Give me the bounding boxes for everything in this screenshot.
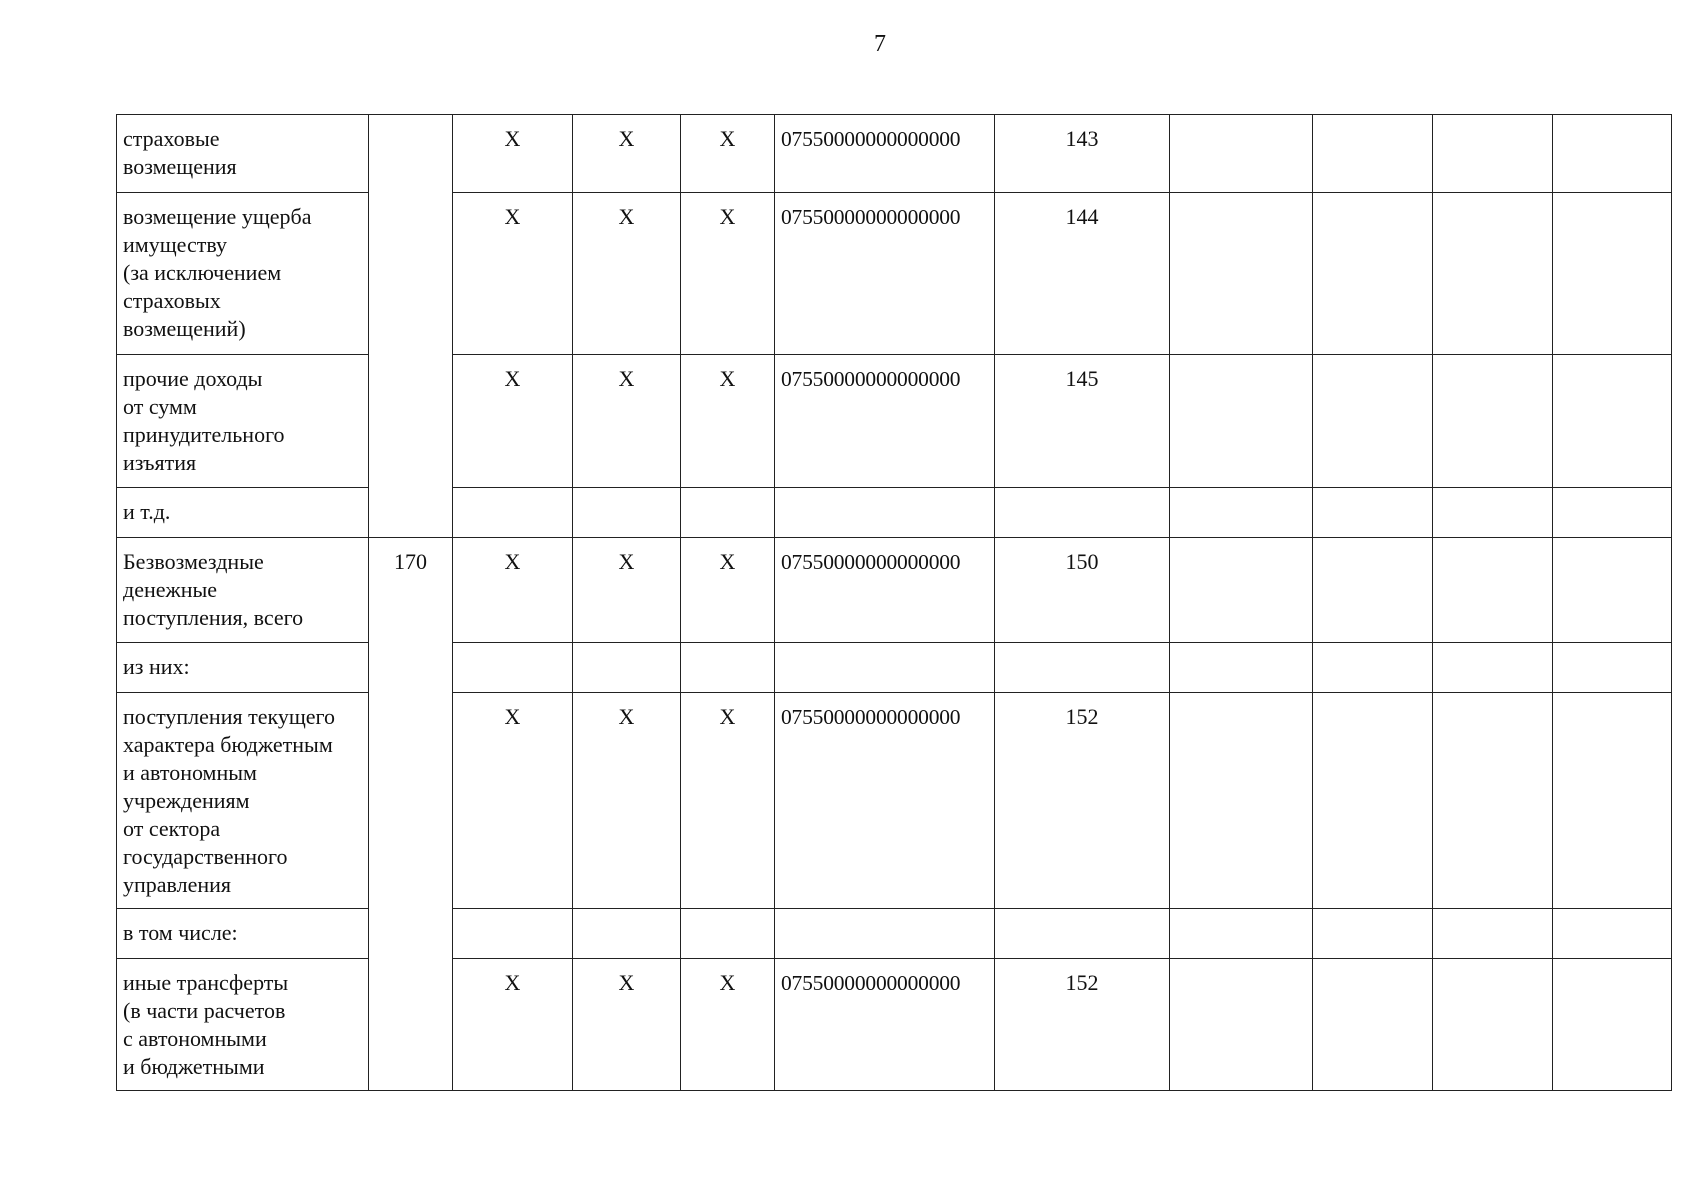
x-cell: X bbox=[573, 538, 681, 643]
table-row bbox=[117, 959, 1672, 1091]
empty-cell bbox=[1313, 909, 1433, 959]
empty-cell bbox=[1313, 959, 1433, 1091]
empty-cell bbox=[1313, 693, 1433, 909]
kbk-cell: 07550000000000000 bbox=[775, 355, 995, 488]
empty-cell bbox=[1313, 538, 1433, 643]
x-cell: X bbox=[453, 355, 573, 488]
row-name-cell: из них: bbox=[117, 643, 369, 693]
x-cell: X bbox=[681, 959, 775, 1091]
kosgu-cell: 143 bbox=[995, 115, 1170, 193]
x-cell: X bbox=[453, 115, 573, 193]
row-name-cell: страховые возмещения bbox=[117, 115, 369, 193]
empty-cell bbox=[1553, 538, 1672, 643]
empty-cell bbox=[1313, 355, 1433, 488]
table-row bbox=[117, 693, 1672, 909]
x-cell bbox=[573, 909, 681, 959]
row-name-cell: и т.д. bbox=[117, 488, 369, 538]
x-cell: X bbox=[453, 693, 573, 909]
x-cell: X bbox=[573, 959, 681, 1091]
x-cell: X bbox=[453, 538, 573, 643]
table-row bbox=[117, 643, 1672, 693]
empty-cell bbox=[1170, 693, 1313, 909]
kosgu-cell: 150 bbox=[995, 538, 1170, 643]
x-cell: X bbox=[681, 538, 775, 643]
x-cell: X bbox=[573, 693, 681, 909]
empty-cell bbox=[1170, 643, 1313, 693]
empty-cell bbox=[1553, 693, 1672, 909]
kosgu-cell bbox=[995, 909, 1170, 959]
empty-cell bbox=[1433, 693, 1553, 909]
x-cell: X bbox=[681, 193, 775, 355]
kbk-cell: 07550000000000000 bbox=[775, 115, 995, 193]
table-row bbox=[117, 355, 1672, 488]
x-cell bbox=[681, 643, 775, 693]
table-row bbox=[117, 909, 1672, 959]
kosgu-cell: 152 bbox=[995, 693, 1170, 909]
x-cell: X bbox=[573, 193, 681, 355]
empty-cell bbox=[1170, 538, 1313, 643]
empty-cell bbox=[1170, 115, 1313, 193]
row-name-cell: Безвозмездные денежные поступления, всего bbox=[117, 538, 369, 643]
empty-cell bbox=[1433, 193, 1553, 355]
empty-cell bbox=[1313, 115, 1433, 193]
x-cell: X bbox=[681, 355, 775, 488]
row-name-cell: поступления текущего характера бюджетным и автономным учреждениям от сектора государственного управления bbox=[117, 693, 369, 909]
kosgu-cell: 145 bbox=[995, 355, 1170, 488]
kosgu-cell: 144 bbox=[995, 193, 1170, 355]
kbk-cell: 07550000000000000 bbox=[775, 959, 995, 1091]
empty-cell bbox=[1553, 115, 1672, 193]
page-number: 7 bbox=[874, 31, 886, 57]
code-cell-group-2: 170 bbox=[369, 538, 453, 1091]
empty-cell bbox=[1433, 959, 1553, 1091]
x-cell bbox=[453, 643, 573, 693]
empty-cell bbox=[1313, 193, 1433, 355]
table-row bbox=[117, 538, 1672, 643]
kbk-cell: 07550000000000000 bbox=[775, 538, 995, 643]
x-cell bbox=[573, 643, 681, 693]
empty-cell bbox=[1170, 909, 1313, 959]
empty-cell bbox=[1433, 643, 1553, 693]
empty-cell bbox=[1553, 959, 1672, 1091]
kosgu-cell bbox=[995, 643, 1170, 693]
x-cell: X bbox=[681, 115, 775, 193]
x-cell bbox=[453, 488, 573, 538]
x-cell bbox=[681, 909, 775, 959]
row-name-cell: иные трансферты (в части расчетов с автономными и бюджетными bbox=[117, 959, 369, 1091]
empty-cell bbox=[1433, 488, 1553, 538]
x-cell: X bbox=[453, 193, 573, 355]
empty-cell bbox=[1313, 643, 1433, 693]
kosgu-cell: 152 bbox=[995, 959, 1170, 1091]
empty-cell bbox=[1433, 355, 1553, 488]
budget-table bbox=[116, 114, 1672, 1091]
table-row bbox=[117, 115, 1672, 193]
kbk-cell: 07550000000000000 bbox=[775, 693, 995, 909]
empty-cell bbox=[1313, 488, 1433, 538]
table-row bbox=[117, 193, 1672, 355]
x-cell bbox=[453, 909, 573, 959]
x-cell bbox=[573, 488, 681, 538]
table-row bbox=[117, 488, 1672, 538]
empty-cell bbox=[1170, 488, 1313, 538]
empty-cell bbox=[1170, 193, 1313, 355]
kosgu-cell bbox=[995, 488, 1170, 538]
empty-cell bbox=[1170, 355, 1313, 488]
empty-cell bbox=[1553, 643, 1672, 693]
row-name-cell: возмещение ущерба имуществу (за исключением страховых возмещений) bbox=[117, 193, 369, 355]
x-cell: X bbox=[681, 693, 775, 909]
x-cell: X bbox=[573, 115, 681, 193]
code-cell-group-1 bbox=[369, 115, 453, 538]
empty-cell bbox=[1170, 959, 1313, 1091]
row-name-cell: прочие доходы от сумм принудительного изъятия bbox=[117, 355, 369, 488]
empty-cell bbox=[1433, 909, 1553, 959]
x-cell bbox=[681, 488, 775, 538]
row-name-cell: в том числе: bbox=[117, 909, 369, 959]
kbk-cell bbox=[775, 488, 995, 538]
empty-cell bbox=[1433, 538, 1553, 643]
x-cell: X bbox=[453, 959, 573, 1091]
kbk-cell: 07550000000000000 bbox=[775, 193, 995, 355]
kbk-cell bbox=[775, 643, 995, 693]
empty-cell bbox=[1433, 115, 1553, 193]
empty-cell bbox=[1553, 355, 1672, 488]
empty-cell bbox=[1553, 488, 1672, 538]
empty-cell bbox=[1553, 909, 1672, 959]
x-cell: X bbox=[573, 355, 681, 488]
kbk-cell bbox=[775, 909, 995, 959]
empty-cell bbox=[1553, 193, 1672, 355]
